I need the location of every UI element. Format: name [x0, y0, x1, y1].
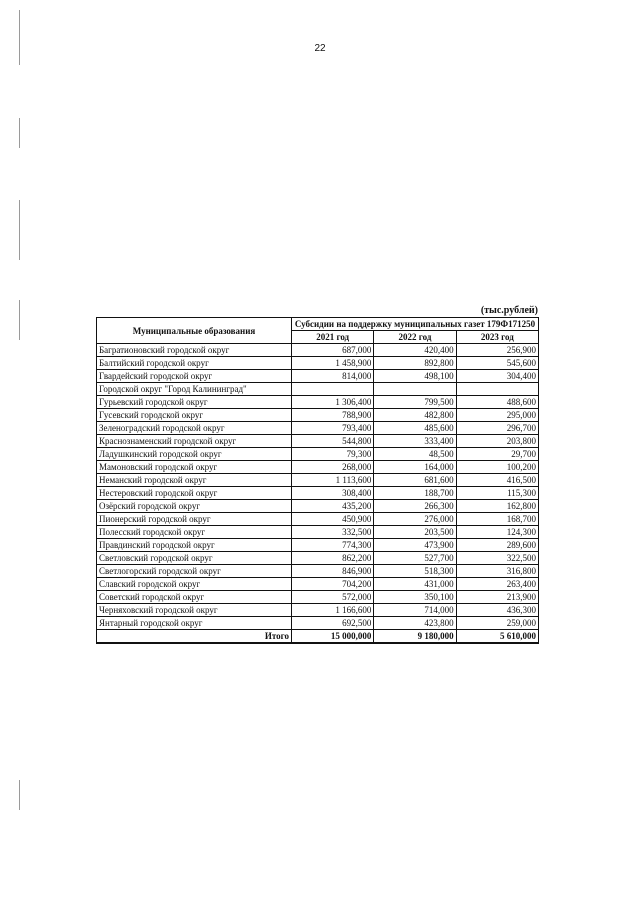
value-2022: 266,300 [374, 500, 456, 513]
value-2022: 498,100 [374, 370, 456, 383]
total-2022: 9 180,000 [374, 630, 456, 644]
value-2023: 259,000 [456, 617, 538, 630]
scan-margin-mark [19, 118, 20, 148]
table-row [97, 591, 539, 604]
value-2021: 862,200 [292, 552, 374, 565]
table-row [97, 487, 539, 500]
value-2021: 544,800 [292, 435, 374, 448]
value-2022: 420,400 [374, 344, 456, 357]
table-row [97, 461, 539, 474]
total-row [97, 630, 539, 644]
value-2022: 681,600 [374, 474, 456, 487]
table-row [97, 513, 539, 526]
scan-margin-mark [19, 10, 20, 65]
page-number: 22 [314, 43, 326, 54]
value-2021: 268,000 [292, 461, 374, 474]
table-row [97, 500, 539, 513]
table-row [97, 435, 539, 448]
value-2021: 814,000 [292, 370, 374, 383]
table-row [97, 474, 539, 487]
value-2021: 774,300 [292, 539, 374, 552]
table-row [97, 578, 539, 591]
scan-margin-mark [19, 780, 20, 810]
municipality-name: Славский городской округ [97, 578, 292, 591]
value-2021: 79,300 [292, 448, 374, 461]
municipality-name: Правдинский городской округ [97, 539, 292, 552]
table-row [97, 409, 539, 422]
value-2023: 256,900 [456, 344, 538, 357]
value-2022: 48,500 [374, 448, 456, 461]
value-2023: 436,300 [456, 604, 538, 617]
table-row [97, 383, 539, 396]
value-2023: 124,300 [456, 526, 538, 539]
value-2023: 545,600 [456, 357, 538, 370]
municipality-name: Городской округ "Город Калининград" [97, 383, 292, 396]
value-2021: 572,000 [292, 591, 374, 604]
value-2021: 788,900 [292, 409, 374, 422]
municipality-name: Зеленоградский городской округ [97, 422, 292, 435]
value-2022: 473,900 [374, 539, 456, 552]
table-row [97, 357, 539, 370]
municipality-name: Полесский городской округ [97, 526, 292, 539]
scan-margin-mark [19, 200, 20, 260]
table-row [97, 344, 539, 357]
value-2022: 485,600 [374, 422, 456, 435]
value-2023: 203,800 [456, 435, 538, 448]
value-2021: 308,400 [292, 487, 374, 500]
value-2021: 704,200 [292, 578, 374, 591]
value-2023: 115,300 [456, 487, 538, 500]
municipality-name: Светлогорский городской округ [97, 565, 292, 578]
value-2021: 846,900 [292, 565, 374, 578]
value-2023: 168,700 [456, 513, 538, 526]
column-header-municipality: Муниципальные образования [97, 318, 292, 344]
value-2023: 488,600 [456, 396, 538, 409]
value-2021 [292, 383, 374, 396]
table-row [97, 422, 539, 435]
value-2022: 431,000 [374, 578, 456, 591]
municipality-name: Пионерский городской округ [97, 513, 292, 526]
municipality-name: Мамоновский городской округ [97, 461, 292, 474]
table-row [97, 396, 539, 409]
value-2023: 416,500 [456, 474, 538, 487]
municipality-name: Черняховский городской округ [97, 604, 292, 617]
municipality-name: Гурьевский городской округ [97, 396, 292, 409]
value-2021: 435,200 [292, 500, 374, 513]
value-2022: 482,800 [374, 409, 456, 422]
value-2022: 203,500 [374, 526, 456, 539]
value-2022: 527,700 [374, 552, 456, 565]
value-2022 [374, 383, 456, 396]
municipality-name: Светловский городской округ [97, 552, 292, 565]
table-row [97, 604, 539, 617]
municipality-name: Гусевский городской округ [97, 409, 292, 422]
total-2021: 15 000,000 [292, 630, 374, 644]
value-2023: 29,700 [456, 448, 538, 461]
total-label: Итого [97, 630, 292, 644]
units-label: (тыс.рублей) [480, 305, 538, 316]
table-row [97, 370, 539, 383]
year-header-2022: 2022 год [374, 331, 456, 344]
value-2022: 350,100 [374, 591, 456, 604]
total-2023: 5 610,000 [456, 630, 538, 644]
value-2022: 423,800 [374, 617, 456, 630]
value-2021: 687,000 [292, 344, 374, 357]
municipality-name: Янтарный городской округ [97, 617, 292, 630]
table-row [97, 565, 539, 578]
value-2023 [456, 383, 538, 396]
value-2023: 296,700 [456, 422, 538, 435]
year-header-2021: 2021 год [292, 331, 374, 344]
column-header-subsidy-title: Субсидии на поддержку муниципальных газет 179Ф171250 [292, 318, 539, 331]
municipality-name: Гвардейский городской округ [97, 370, 292, 383]
subsidy-table [96, 317, 539, 644]
municipality-name: Нестеровский городской округ [97, 487, 292, 500]
value-2021: 450,900 [292, 513, 374, 526]
table-body [97, 344, 539, 630]
value-2022: 799,500 [374, 396, 456, 409]
scan-margin-mark [19, 300, 20, 340]
value-2022: 188,700 [374, 487, 456, 500]
value-2023: 213,900 [456, 591, 538, 604]
value-2022: 164,000 [374, 461, 456, 474]
municipality-name: Советский городской округ [97, 591, 292, 604]
value-2023: 289,600 [456, 539, 538, 552]
value-2022: 276,000 [374, 513, 456, 526]
municipality-name: Багратионовский городской округ [97, 344, 292, 357]
table-row [97, 539, 539, 552]
value-2022: 714,000 [374, 604, 456, 617]
value-2023: 316,800 [456, 565, 538, 578]
value-2023: 263,400 [456, 578, 538, 591]
value-2023: 100,200 [456, 461, 538, 474]
municipality-name: Балтийский городской округ [97, 357, 292, 370]
value-2021: 1 306,400 [292, 396, 374, 409]
municipality-name: Ладушкинский городской округ [97, 448, 292, 461]
value-2021: 1 166,600 [292, 604, 374, 617]
table-row [97, 526, 539, 539]
municipality-name: Неманский городской округ [97, 474, 292, 487]
value-2022: 518,300 [374, 565, 456, 578]
value-2023: 162,800 [456, 500, 538, 513]
value-2022: 892,800 [374, 357, 456, 370]
value-2023: 295,000 [456, 409, 538, 422]
municipality-name: Озёрский городской округ [97, 500, 292, 513]
table-row [97, 617, 539, 630]
value-2021: 1 113,600 [292, 474, 374, 487]
value-2023: 304,400 [456, 370, 538, 383]
year-header-2023: 2023 год [456, 331, 538, 344]
value-2022: 333,400 [374, 435, 456, 448]
value-2021: 793,400 [292, 422, 374, 435]
table-row [97, 552, 539, 565]
value-2021: 692,500 [292, 617, 374, 630]
municipality-name: Краснознаменский городской округ [97, 435, 292, 448]
value-2023: 322,500 [456, 552, 538, 565]
table-row [97, 448, 539, 461]
value-2021: 332,500 [292, 526, 374, 539]
value-2021: 1 458,900 [292, 357, 374, 370]
